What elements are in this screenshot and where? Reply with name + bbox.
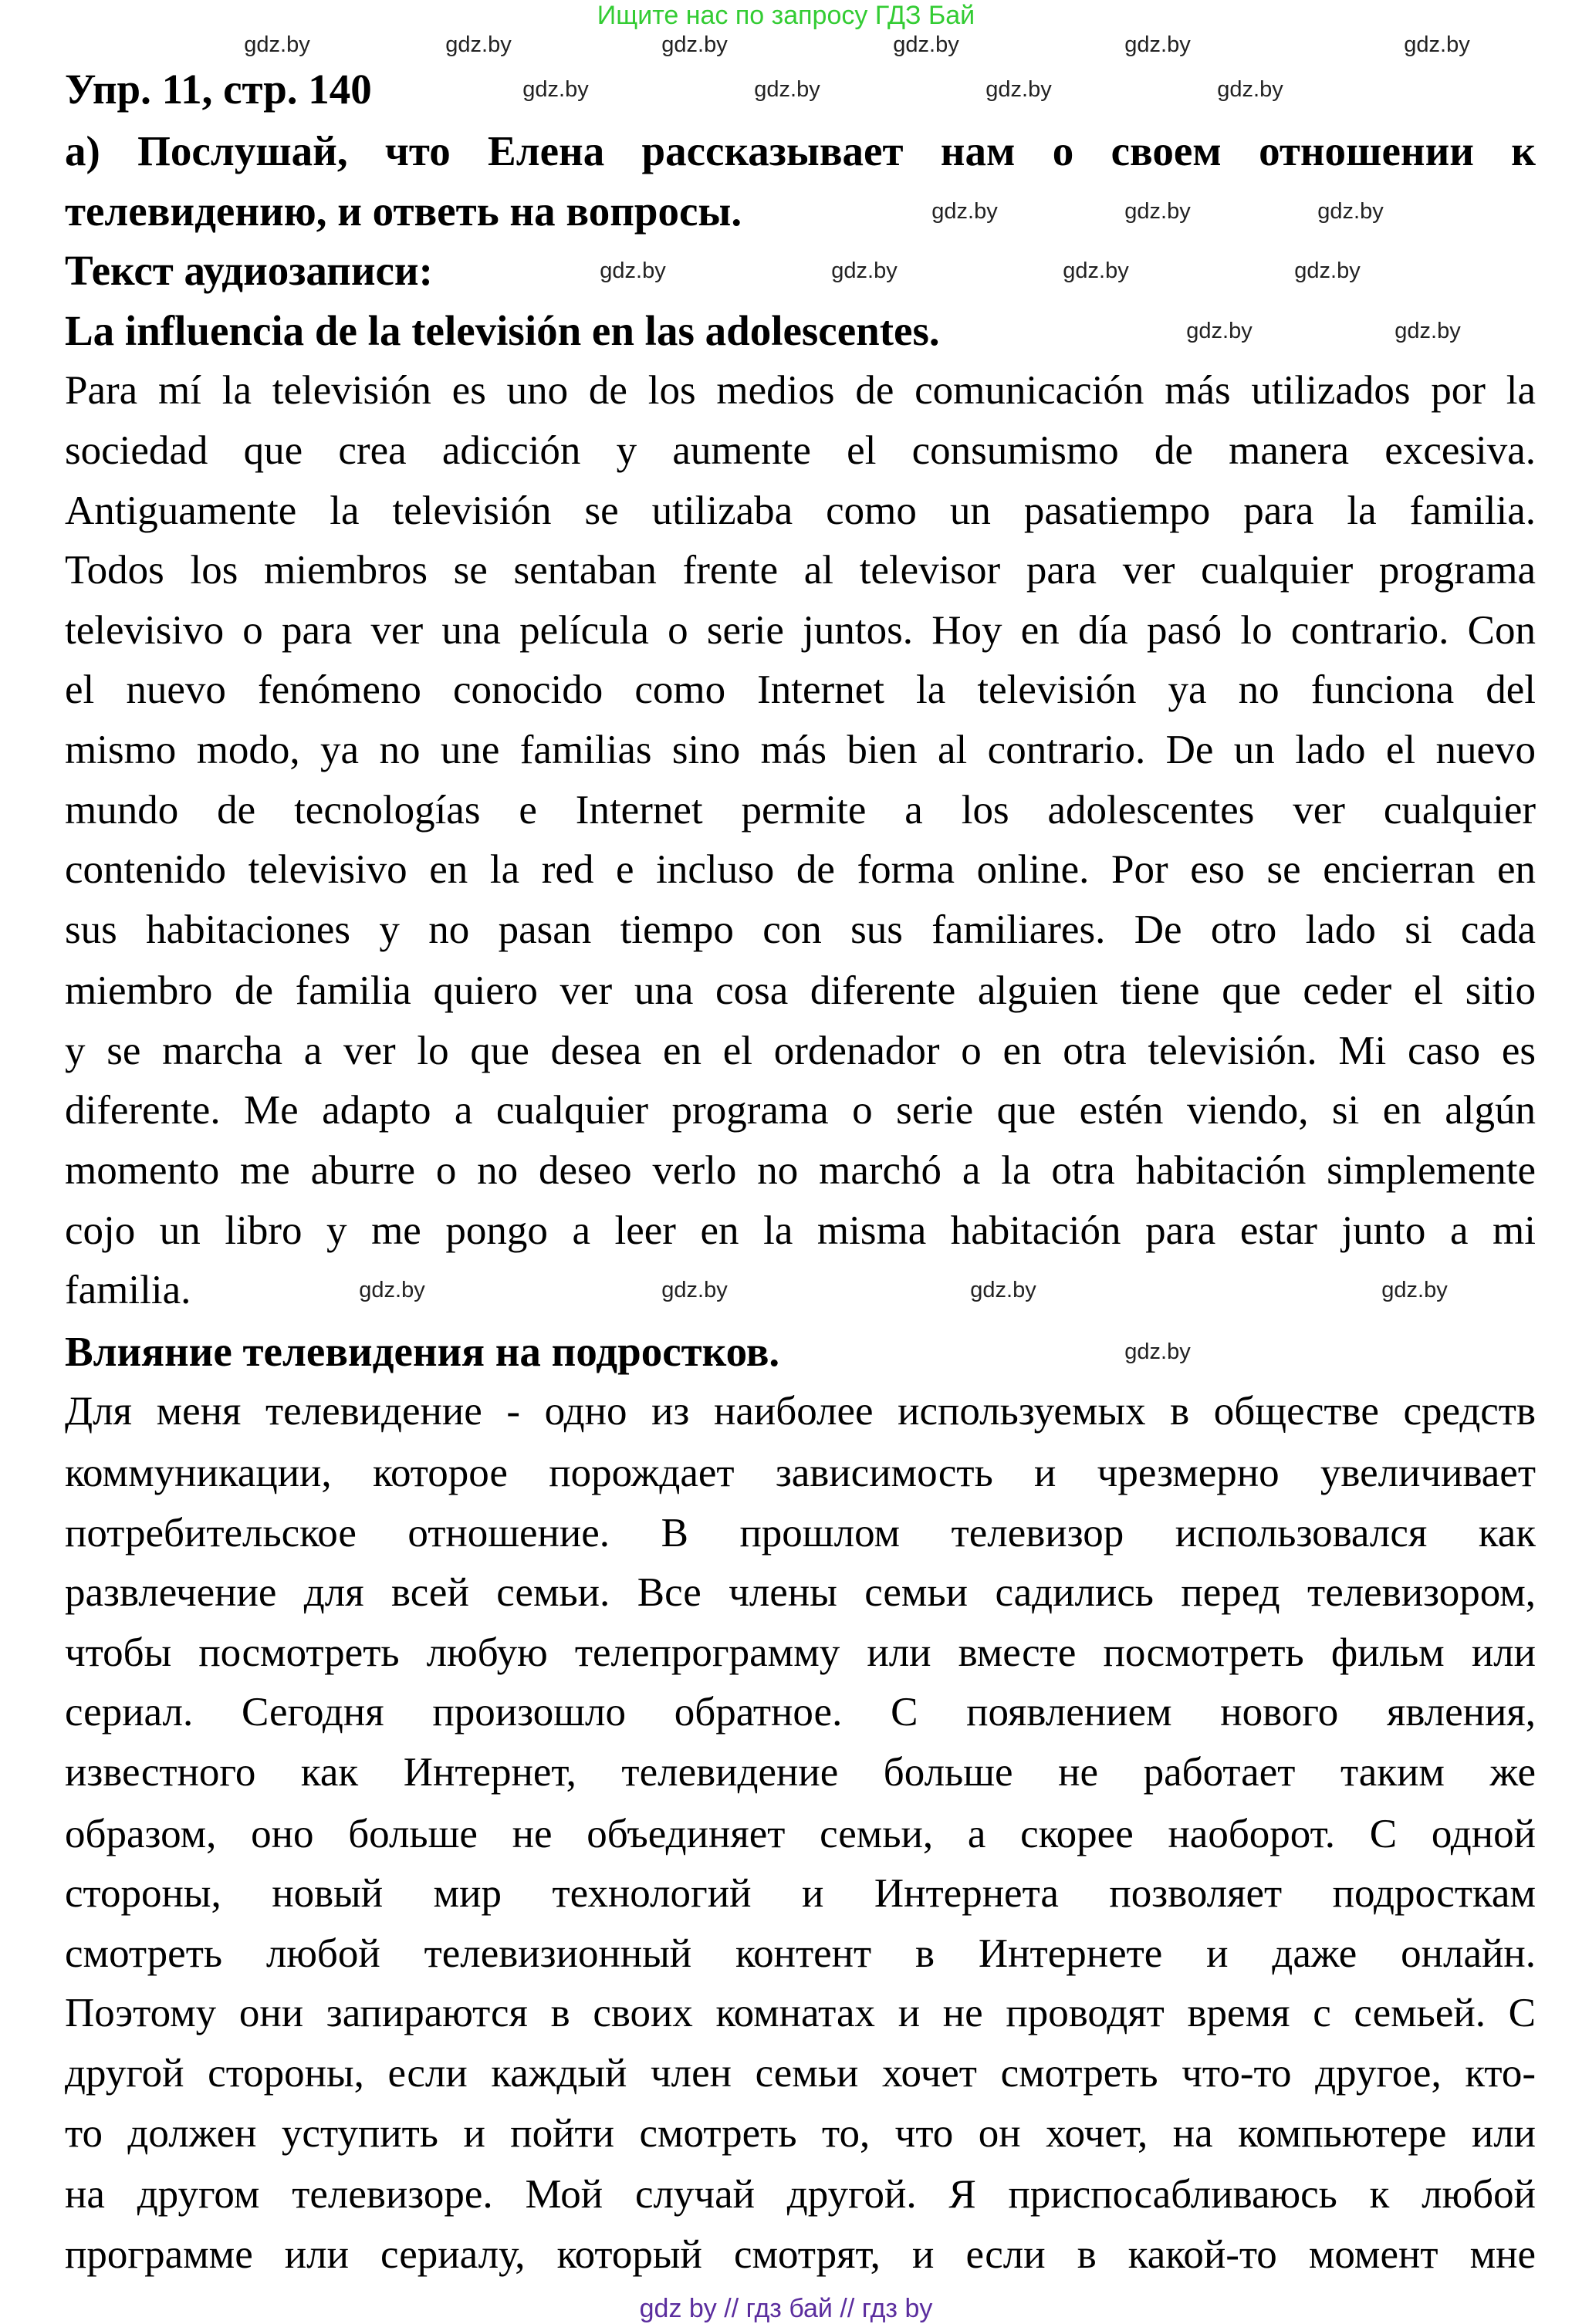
watermark-text: gdz.by [1186,319,1253,343]
text-line: familia. [65,1268,191,1312]
footer-watermark: gdz by // гдз бай // гдз by [639,2294,933,2323]
watermark-text: gdz.by [1381,1278,1448,1302]
text-line: развлечение для всей семьи. Все члены семьи садились перед телевизором, [65,1570,1536,1615]
watermark-text: gdz.by [1217,77,1283,102]
text-line: чтобы посмотреть любую телепрограмму или вместе посмотреть фильм или [65,1630,1536,1675]
watermark-text: gdz.by [893,32,959,57]
watermark-text: gdz.by [1124,199,1191,224]
watermark-text: gdz.by [754,77,820,102]
text-line: Para mí la televisión es uno de los medios de comunicación más utilizados por la [65,368,1536,413]
text-line: televisivo o para ver una película o serie juntos. Hoy en día pasó lo contrario. Con [65,608,1536,653]
watermark-text: gdz.by [359,1278,425,1302]
text-line: cojo un libro y me pongo a leer en la misma habitación para estar junto a mi [65,1208,1536,1253]
text-line: стороны, новый мир технологий и Интернета позволяет подросткам [65,1871,1536,1916]
watermark-text: gdz.by [1404,32,1470,57]
watermark-text: gdz.by [661,1278,728,1302]
watermark-text: gdz.by [1124,1339,1191,1364]
heading-line: Текст аудиозаписи: [65,247,433,294]
text-line: mismo modo, ya no une familias sino más bien al contrario. De un lado el nuevo [65,728,1536,772]
heading-line: Влияние телевидения на подростков. [65,1328,780,1375]
text-line: sus habitaciones y no pasan tiempo con sus familiares. De otro lado si cada [65,907,1536,952]
text-line: сериал. Сегодня произошло обратное. С появлением нового явления, [65,1690,1536,1735]
watermark-text: gdz.by [985,77,1052,102]
text-line: Для меня телевидение - одно из наиболее используемых в обществе средств [65,1389,1536,1434]
text-line: Поэтому они запираются в своих комнатах и не проводят время с семьей. С [65,1991,1536,2035]
watermark-text: gdz.by [600,258,666,283]
watermark-text: gdz.by [1395,319,1461,343]
text-line: momento me aburre o no deseo verlo no marchó a la otra habitación simplemente [65,1148,1536,1193]
heading-line: La influencia de la televisión en las adolescentes. [65,307,940,354]
text-line: mundo de tecnologías e Internet permite a los adolescentes ver cualquier [65,788,1536,833]
text-line: y se marcha a ver lo que desea en el ordenador o en otra televisión. Mi caso es [65,1029,1536,1073]
exercise-title: Упр. 11, стр. 140 [65,66,372,113]
text-line: то должен уступить и пойти смотреть то, что он хочет, на компьютере или [65,2111,1536,2156]
text-line: образом, оно больше не объединяет семьи, а скорее наоборот. С одной [65,1812,1536,1856]
top-banner: Ищите нас по запросу ГДЗ Бай [597,1,975,30]
watermark-text: gdz.by [1317,199,1384,224]
text-line: известного как Интернет, телевидение больше не работает таким же [65,1750,1536,1795]
heading-line: а) Послушай, что Елена рассказывает нам о своем отношении к [65,127,1536,174]
text-line: на другом телевизоре. Мой случай другой. Я приспосабливаюсь к любой [65,2172,1536,2217]
watermark-text: gdz.by [445,32,512,57]
text-line: el nuevo fenómeno conocido como Internet la televisión ya no funciona del [65,667,1536,712]
watermark-text: gdz.by [1063,258,1129,283]
text-line: потребительское отношение. В прошлом телевизор использовался как [65,1511,1536,1556]
text-line: Antiguamente la televisión se utilizaba como un pasatiempo para la familia. [65,488,1536,533]
text-line: sociedad que crea adicción y aumente el consumismo de manera excesiva. [65,428,1536,473]
watermark-text: gdz.by [1294,258,1361,283]
watermark-text: gdz.by [661,32,728,57]
heading-line: телевидению, и ответь на вопросы. [65,187,742,235]
text-line: смотреть любой телевизионный контент в Интернете и даже онлайн. [65,1931,1536,1976]
text-line: miembro de familia quiero ver una cosa diferente alguien tiene que ceder el sitio [65,968,1536,1013]
watermark-text: gdz.by [931,199,998,224]
watermark-text: gdz.by [522,77,589,102]
text-line: diferente. Me adapto a cualquier programa o serie que estén viendo, si en algún [65,1088,1536,1133]
text-line: коммуникации, которое порождает зависимость и чрезмерно увеличивает [65,1451,1536,1495]
text-line: программе или сериалу, который смотрят, и если в какой-то момент мне [65,2232,1536,2277]
watermark-text: gdz.by [244,32,310,57]
text-line: другой стороны, если каждый член семьи хочет смотреть что-то другое, кто- [65,2051,1536,2096]
text-line: contenido televisivo en la red e incluso de forma online. Por eso se encierran en [65,847,1536,892]
watermark-text: gdz.by [1124,32,1191,57]
watermark-text: gdz.by [970,1278,1036,1302]
text-line: Todos los miembros se sentaban frente al televisor para ver cualquier programa [65,548,1536,593]
watermark-text: gdz.by [831,258,898,283]
